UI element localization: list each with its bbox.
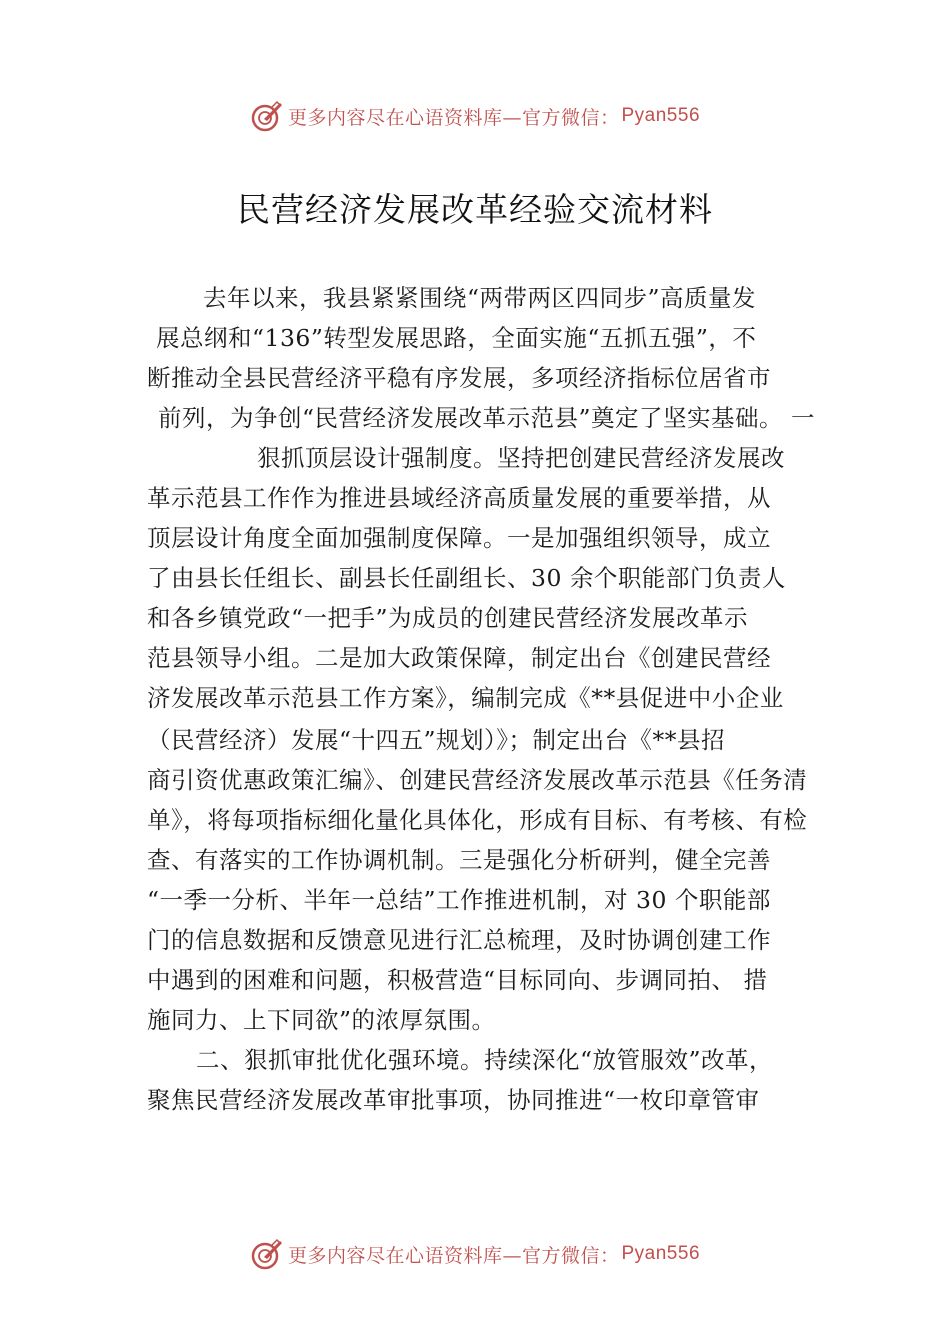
- body-line: 了由县长任组长、副县长任副组长、30 余个职能部门负责人: [147, 564, 786, 592]
- banner-text: 更多内容尽在心语资料库—官方微信：: [287, 1244, 620, 1267]
- body-line: 商引资优惠政策汇编》、创建民营经济发展改革示范县《任务清: [147, 766, 808, 794]
- footer-banner: [0, 1234, 950, 1274]
- body-line: 革示范县工作作为推进县域经济高质量发展的重要举措，从: [147, 484, 771, 512]
- body-line: 施同力、上下同欲”的浓厚氛围。: [147, 1006, 496, 1034]
- quill-pen-logo-icon: [250, 99, 284, 133]
- body-line: 门的信息数据和反馈意见进行汇总梳理，及时协调创建工作: [147, 926, 771, 954]
- header-banner: [0, 96, 950, 136]
- banner-wechat-id: Pyan556: [621, 105, 701, 126]
- document-title: 民营经济发展改革经验交流材料: [237, 190, 713, 229]
- banner-text: 更多内容尽在心语资料库—官方微信：: [287, 106, 620, 129]
- body-line: 查、有落实的工作协调机制。三是强化分析研判，健全完善: [147, 846, 771, 874]
- body-line: 单》，将每项指标细化量化具体化，形成有目标、有考核、有检: [147, 806, 808, 834]
- body-line: 狠抓顶层设计强制度。坚持把创建民营经济发展改: [257, 444, 785, 472]
- banner-wechat-id: Pyan556: [621, 1243, 701, 1264]
- body-line: 顶层设计角度全面加强制度保障。一是加强组织领导，成立: [147, 524, 771, 552]
- body-line: 济发展改革示范县工作方案》，编制完成《**县促进中小企业: [147, 684, 784, 712]
- body-line: 聚焦民营经济发展改革审批事项，协同推进“一枚印章管审: [147, 1086, 760, 1114]
- body-line: 范县领导小组。二是加大政策保障，制定出台《创建民营经: [147, 644, 771, 672]
- quill-pen-logo-icon: [250, 1237, 284, 1271]
- body-line: 中遇到的困难和问题，积极营造“目标同向、步调同拍、 措: [147, 966, 768, 994]
- body-line: 前列，为争创“民营经济发展改革示范县”奠定了坚实基础。 一: [158, 404, 815, 432]
- body-line: 去年以来，我县紧紧围绕“两带两区四同步”高质量发: [203, 284, 757, 312]
- body-line: “一季一分析、半年一总结”工作推进机制，对 30 个职能部: [147, 886, 771, 914]
- body-line: 断推动全县民营经济平稳有序发展，多项经济指标位居省市: [147, 364, 771, 392]
- body-line: 展总纲和“136”转型发展思路，全面实施“五抓五强”，不: [156, 324, 757, 352]
- body-line: （民营经济）发展“十四五”规划）》；制定出台《**县招: [147, 726, 726, 754]
- body-line: 和各乡镇党政“一把手”为成员的创建民营经济发展改革示: [147, 604, 749, 632]
- body-line: 二、狠抓审批优化强环境。持续深化“放管服效”改革，: [196, 1046, 774, 1074]
